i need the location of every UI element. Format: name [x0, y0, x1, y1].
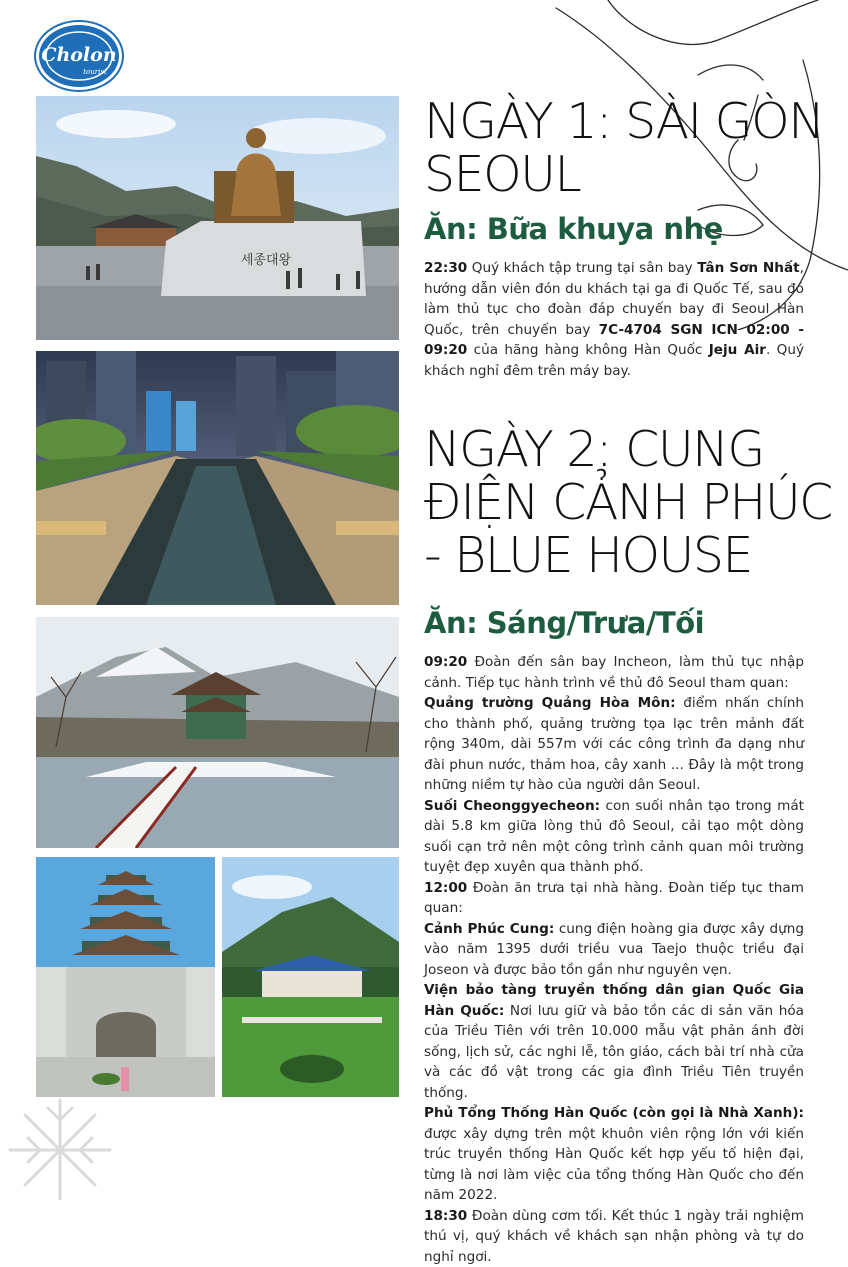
day2-title-line2: ĐIỆN CẢNH PHÚC	[424, 477, 844, 530]
day2-meal: Ăn: Sáng/Trưa/Tối	[424, 606, 704, 640]
day1-airport: Tân Sơn Nhất	[697, 260, 799, 276]
day1-airline: Jeju Air	[709, 342, 766, 358]
day2-title-line3: - BLUE HOUSE	[424, 530, 844, 583]
itinerary-item: 12:00 Đoàn ăn trưa tại nhà hàng. Đoàn tiếp tục tham quan:	[424, 878, 804, 919]
itinerary-item: Suối Cheonggyecheon: con suối nhân tạo trong mát dài 5.8 km giữa lòng thủ đô Seoul, cải tạo một dòng suối cạn trở nên một công trình cảnh quan môi trường tuyệt đẹp xuyên qua thành phố.	[424, 796, 804, 878]
day2-itinerary	[424, 652, 804, 1267]
photo-gyeongbokgung-pavilion	[36, 617, 399, 848]
photo-blue-house	[222, 857, 399, 1097]
itinerary-item: Cảnh Phúc Cung: cung điện hoàng gia được xây dựng vào năm 1395 dưới triều vua Taejo thuộc triều đại Joseon và được bảo tồn gần như nguyên vẹn.	[424, 919, 804, 981]
day1-title	[424, 96, 834, 202]
day1-text-3: của hãng hàng không Hàn Quốc	[467, 342, 708, 358]
day1-title-line1: NGÀY 1: SÀI GÒN	[424, 96, 834, 149]
day1-text-2: , hướng dẫn viên đón du khách tại ga đi Quốc Tế, sau đó làm thủ tục cho đoàn đáp chuyến bay đi Seoul Hàn Quốc, trên chuyến bay	[424, 260, 804, 338]
logo-subtext: tourist	[83, 68, 107, 76]
day1-title-line2: SEOUL	[424, 149, 834, 202]
day1-text-1: Quý khách tập trung tại sân bay	[467, 260, 697, 276]
day1-text-4: . Quý khách nghỉ đêm trên máy bay.	[424, 342, 804, 379]
logo-text: Cholon	[41, 44, 116, 66]
photo-folk-museum-pagoda	[36, 857, 215, 1097]
day1-time: 22:30	[424, 260, 467, 276]
itinerary-item: Quảng trường Quảng Hòa Môn: điểm nhấn chính cho thành phố, quảng trường tọa lạc trên mảnh đất rộng 340m, dài 557m với các công trình đa dạng như đài phun nước, thảm hoa, cây xanh ... Đây là một trong những niềm tự hào của người dân Seoul.	[424, 693, 804, 796]
photo-sejong-statue	[36, 96, 399, 340]
day1-paragraph	[424, 258, 804, 381]
statue-sign-text: 세종대왕	[241, 252, 292, 268]
day2-title	[424, 424, 844, 583]
day1-meal: Ăn: Bữa khuya nhẹ	[424, 212, 723, 246]
photo-cheonggyecheon	[36, 351, 399, 605]
day1-flight: 7C-4704 SGN ICN 02:00 - 09:20	[424, 322, 804, 359]
itinerary-item: 18:30 Đoàn dùng cơm tối. Kết thúc 1 ngày trải nghiệm thú vị, quý khách về khách sạn nhận phòng và tự do nghỉ ngơi.	[424, 1206, 804, 1267]
company-logo	[36, 22, 122, 90]
itinerary-item: Viện bảo tàng truyền thống dân gian Quốc Gia Hàn Quốc: Nơi lưu giữ và bảo tồn các di sản văn hóa của Triều Tiên với trên 10.000 mẫu vật phản ánh đời sống, lịch sử, các nghi lễ, tôn giáo, cách bài trí nhà cửa và các đồ vật trong các gia đình Triều Tiên truyền thống.	[424, 980, 804, 1103]
itinerary-item: Phủ Tổng Thống Hàn Quốc (còn gọi là Nhà Xanh): được xây dựng trên một khuôn viên rộng lớn với kiến trúc truyền thống Hàn Quốc kết hợp yếu tố hiện đại, từng là nơi làm việc của tổng thống Hàn Quốc cho đến năm 2022.	[424, 1103, 804, 1206]
itinerary-item: 09:20 Đoàn đến sân bay Incheon, làm thủ tục nhập cảnh. Tiếp tục hành trình về thủ đô Seoul tham quan:	[424, 652, 804, 693]
day2-title-line1: NGÀY 2: CUNG	[424, 424, 844, 477]
snowflake-decoration	[0, 1090, 140, 1200]
